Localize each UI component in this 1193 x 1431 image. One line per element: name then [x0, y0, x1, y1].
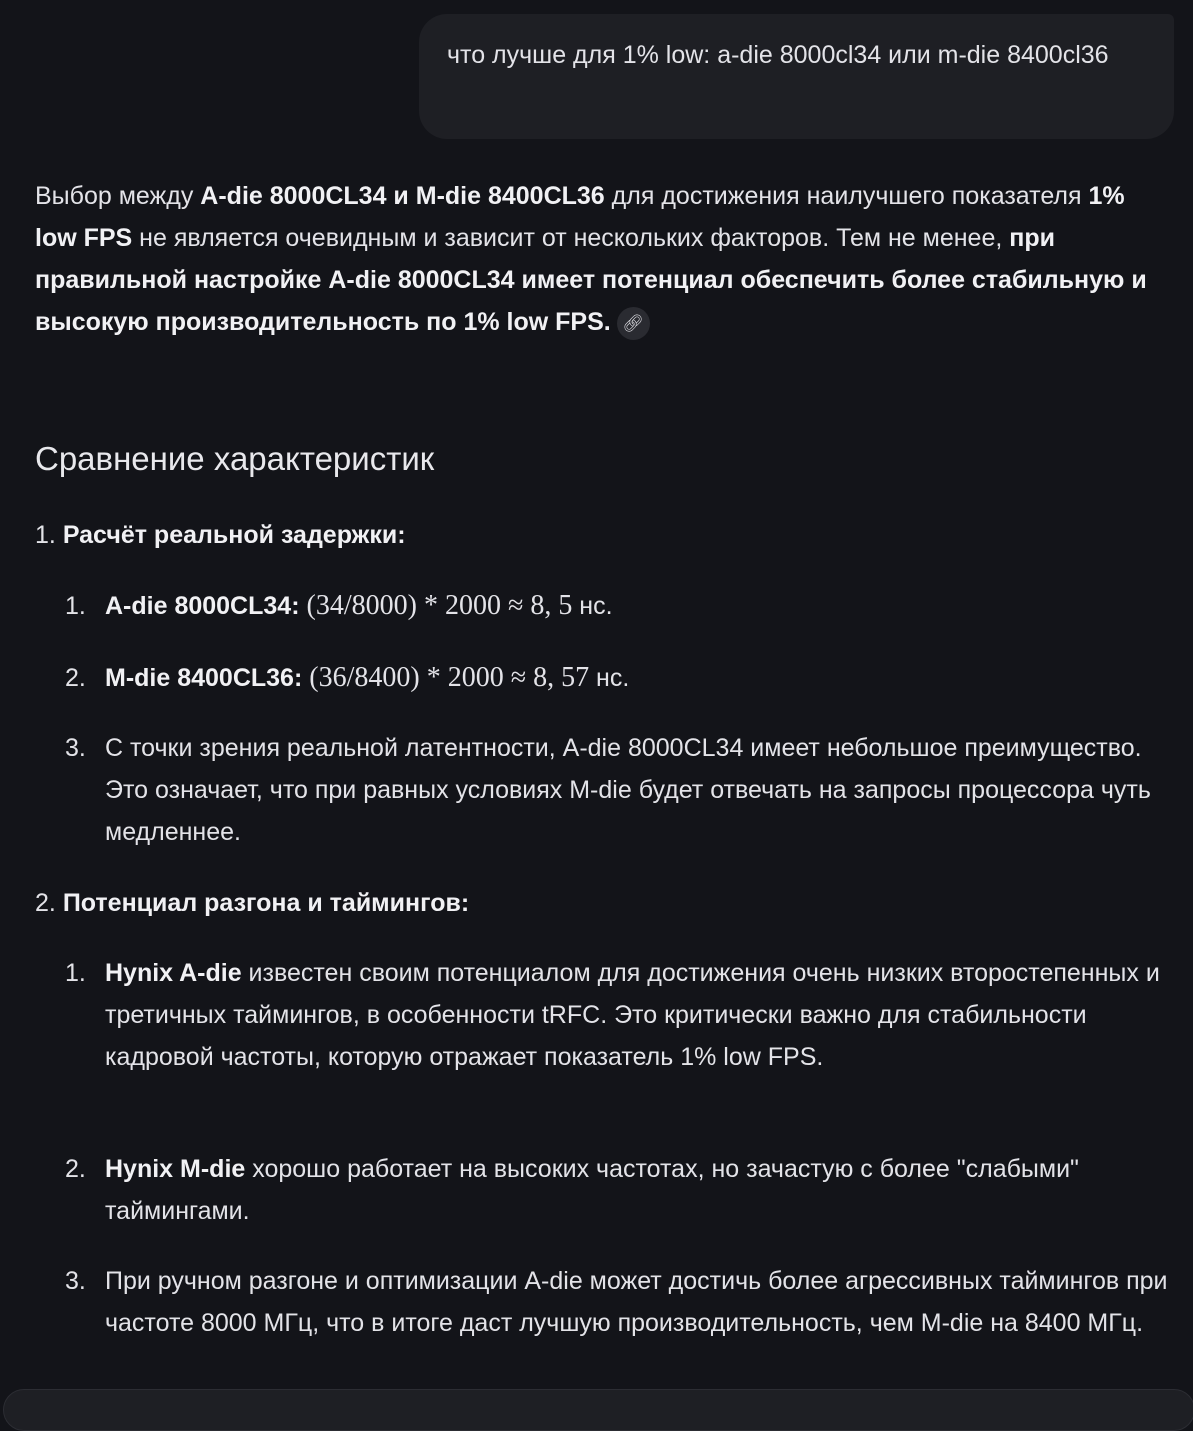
bold-text: 1% low FPS — [35, 182, 1125, 252]
formula: (34/8000) * 2000 ≈ 8, 5 — [299, 590, 573, 621]
text: При ручном разгоне и оптимизации A-die может достичь более агрессивных таймингов при частоте 8000 МГц, что в итоге даст лучшую производительность, чем M-die на 8400 МГц. — [105, 1267, 1168, 1337]
list-item — [65, 952, 1175, 1078]
list-item — [65, 657, 1175, 699]
text: С точки зрения реальной латентности, A-die 8000CL34 имеет небольшое преимущество. Это означает, что при равных условиях M-die будет отвечать на запросы процессора чуть медленнее. — [105, 734, 1151, 846]
list-item — [65, 585, 1175, 627]
text: для достижения наилучшего показателя — [604, 182, 1089, 210]
formula: (36/8400) * 2000 ≈ 8, 57 — [302, 662, 590, 693]
list-number: 1. — [65, 592, 86, 620]
section-heading: Сравнение характеристик — [35, 440, 435, 477]
list-title: Расчёт реальной задержки: — [62, 521, 406, 549]
list-item — [65, 1260, 1175, 1344]
text: хорошо работает на высоких частотах, но зачастую с более "слабыми" таймингами. — [105, 1155, 1079, 1225]
list-number: 3. — [65, 1267, 86, 1295]
list-item — [65, 1148, 1175, 1232]
bold-text: при правильной настройке A-die 8000CL34 имеет потенциал обеспечить более стабильную и высокую производительность по 1% low FPS. — [35, 224, 1147, 336]
list-item — [35, 514, 406, 556]
text: нс. — [589, 664, 630, 692]
list-number: 2. — [65, 664, 86, 692]
bold-text: A-die 8000CL34 и M-die 8400CL36 — [200, 182, 605, 210]
prompt-input-box[interactable] — [3, 1389, 1193, 1431]
list-number: 1. — [35, 521, 56, 549]
text: Выбор между — [35, 182, 201, 210]
response-intro — [35, 175, 1155, 343]
user-message-text: что лучше для 1% low: a-die 8000cl34 или m-die 8400cl36 — [447, 41, 1109, 69]
bold-text: M-die 8400CL36: — [105, 664, 303, 692]
list-number: 2. — [65, 1155, 86, 1183]
bold-text: Hynix A-die — [105, 959, 242, 987]
text: известен своим потенциалом для достижения очень низких второстепенных и третичных таймингов, в особенности tRFC. Это критически важно для стабильности кадровой частоты, которую отражает показатель 1% low FPS. — [105, 959, 1160, 1071]
text: не является очевидным и зависит от нескольких факторов. Тем не менее, — [132, 224, 1010, 252]
list-title: Потенциал разгона и таймингов: — [62, 889, 470, 917]
bold-text: A-die 8000CL34: — [105, 592, 300, 620]
list-number: 3. — [65, 734, 86, 762]
source-link-icon[interactable]: 🔗︎ — [617, 307, 650, 340]
bold-text: Hynix M-die — [105, 1155, 246, 1183]
list-item — [65, 727, 1175, 853]
list-number: 2. — [35, 889, 56, 917]
text: нс. — [572, 592, 613, 620]
list-number: 1. — [65, 959, 86, 987]
list-item — [35, 882, 469, 924]
user-message-bubble — [419, 14, 1174, 139]
